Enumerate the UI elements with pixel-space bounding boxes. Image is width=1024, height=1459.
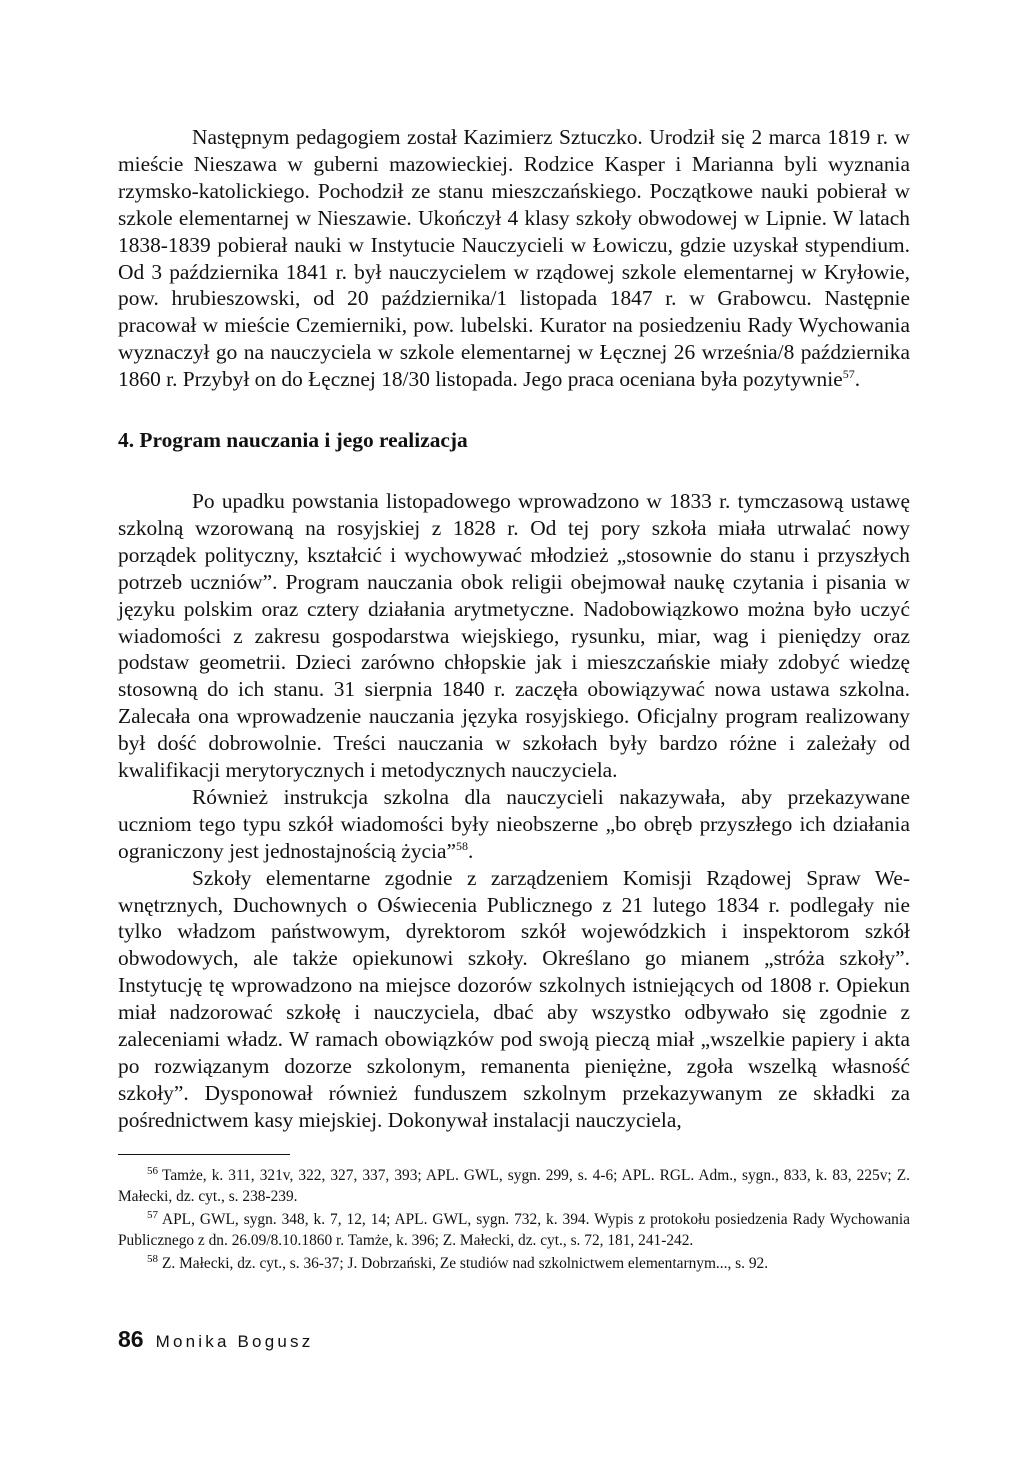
paragraph-text: Również instrukcja szkolna dla nauczycieli nakazywała, aby przekazywane uczniom tego typu szkół wiadomości były nieobszerne „bo obręb przyszłego ich działania ograniczony jest jednostajnością życia” <box>118 784 910 863</box>
footnote-text: Tamże, k. 311, 321v, 322, 327, 337, 393; APL. GWL, sygn. 299, s. 4-6; APL. RGL. Adm., sygn., 833, k. 83, 225v; Z. Małecki, dz. cyt., s. 238-239. <box>118 1166 910 1206</box>
footnote-text: APL, GWL, sygn. 348, k. 7, 12, 14; APL. GWL, sygn. 732, k. 394. Wypis z protokołu posiedzenia Rady Wychowania Publicznego z dn. 26.09/8.10.1860 r. Tamże, k. 396; Z. Małecki, dz. cyt., s. 72, 181, 241-242. <box>118 1210 910 1250</box>
footnote-divider <box>118 1154 290 1155</box>
footnote-ref: 57 <box>842 367 855 382</box>
running-author: Monika Bogusz <box>155 1332 314 1351</box>
paragraph-tail: . <box>854 367 861 392</box>
section-heading: 4. Program nauczania i jego realizacja <box>118 428 468 453</box>
footnote-text: Z. Małecki, dz. cyt., s. 36-37; J. Dobrzański, Ze studiów nad szkolnictwem elementarnym..., s. 92. <box>162 1254 769 1272</box>
page-footer <box>118 1326 313 1353</box>
footnote-ref: 58 <box>455 838 468 853</box>
page-number: 86 <box>118 1326 144 1352</box>
paragraph <box>118 784 910 865</box>
footnote-number: 56 <box>147 1164 158 1177</box>
paragraph-text: Następnym pedagogiem został Kazimierz Sztuczko. Urodził się 2 marca 1819 r. w mieście Nieszawa w guberni mazowieckiej. Rodzice Kasper i Marianna byli wyznania rzymsko-katolickiego. Pochodził ze stanu mieszczańskiego. Początkowe nauki pobierał w szkole elementarnej w Nieszawie. Ukończył 4 klasy szkoły obwodowej w Lipnie. W latach 1838-1839 pobierał nauki w Instytucie Nauczycieli w Łowiczu, gdzie uzyskał stypendium. Od 3 października 1841 r. był nauczycielem w rządowej szkole elementarnej w Kryłowie, pow. hrubieszowski, od 20 października/1 listopada 1847 r. w Grabowcu. Następnie pracował w mieście Czemierniki, pow. lubelski. Kurator na posiedzeniu Rady Wychowania wyznaczył go na nauczyciela w szkole elementarnej w Łęcznej 26 września/8 października 1860 r. Przybył on do Łęcznej 18/30 listopada. Jego praca oceniana była pozytywnie <box>118 125 910 392</box>
paragraph-sztuczko <box>118 124 910 393</box>
footnote <box>118 1165 910 1208</box>
footnote-number: 57 <box>147 1208 158 1221</box>
paragraph-text: Po upadku powstania listopadowego wprowadzono w 1833 r. tymczasową ustawę szkolną wzorowaną na rosyjskiej z 1828 r. Od tej pory szkoła miała utrwalać nowy porządek polityczny, kształcić i wychowywać młodzież „stosownie do stanu i przyszłych potrzeb uczniów”. Program nauczania obok religii obejmował naukę czytania i pisania w języku polskim oraz cztery działania arytmetyczne. Nadobowiązkowo można było uczyć wiadomości z zakresu gospodarstwa wiejskiego, rysunku, miar, wag i pieniędzy oraz podstaw geometrii. Dzieci zarówno chłopskie jak i mieszczańskie miały zdobyć wiedzę stosowną do ich stanu. 31 sierpnia 1840 r. zaczęła obowiązywać nowa ustawa szkolna. Zalecała ona wprowadzenie nauczania języka rosyjskiego. Oficjalny program realizowany był dość dobrowolnie. Treści nauczania w szkołach były bardzo różne i zależały od kwalifikacji merytorycznych i metodycznych nauczyciela. <box>118 488 910 783</box>
paragraph-tail: . <box>467 838 474 863</box>
paragraph <box>118 488 910 784</box>
paragraph <box>118 865 910 1134</box>
footnote <box>118 1253 910 1275</box>
footnote-number: 58 <box>147 1252 158 1265</box>
footnote <box>118 1209 910 1252</box>
paragraph-text: Szkoły elementarne zgodnie z zarządzeniem Komisji Rządowej Spraw Wewnętrznych, Duchownych o Oświecenia Publicznego z 21 lutego 1834 r. podlegały nie tylko władzom państwowym, dyrektorom szkół wojewódzkich i inspektorom szkół obwodowych, ale także opiekunowi szkoły. Określano go mianem „stróża szkoły”. Instytucję tę wprowadzono na miejsce dozorów szkolnych istniejących od 1808 r. Opiekun miał nadzorować szkołę i nauczyciela, dbać aby wszystko odbywało się zgodnie z zaleceniami władz. W ramach obowiązków pod swoją pieczą miał „wszelkie papiery i akta po rozwiązanym dozorze szkolonym, remanenta pieniężne, zgoła wszelką własność szkoły”. Dysponował również funduszem szkolnym przekazywanym ze składki za pośrednictwem kasy miejskiej. Dokonywał instalacji nauczyciela, <box>118 865 910 1132</box>
page-content <box>118 124 910 1275</box>
